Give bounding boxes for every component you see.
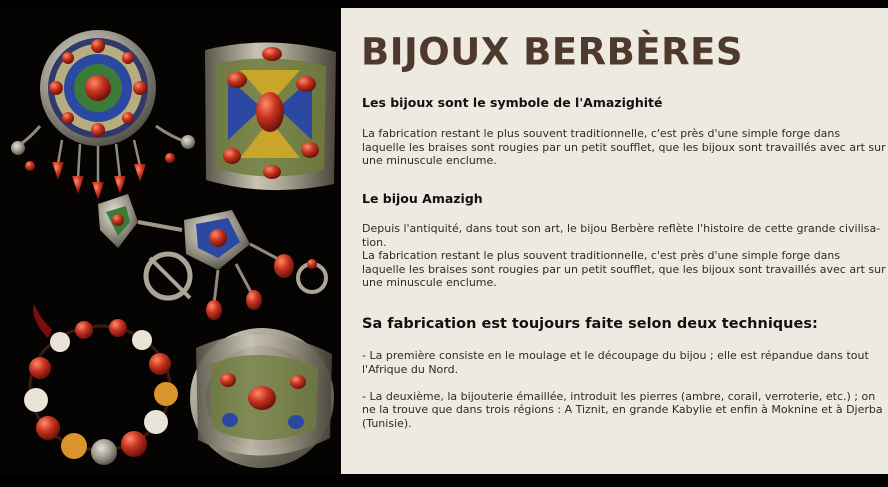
document-panel (341, 8, 888, 474)
text-line (362, 376, 888, 390)
text-line: - La première consiste en le moulage et le découpage du bijou ; elle est répandue dans tout (362, 349, 869, 362)
section-heading: Les bijoux sont le symbole de l'Amazighité (362, 95, 663, 110)
section-paragraph (362, 349, 888, 431)
text-line: tion. (362, 235, 387, 249)
round-pendant (11, 30, 195, 200)
page-title: BIJOUX BERBÈRES (361, 29, 743, 74)
text-line: laquelle les braises sont rougies par un petit soufflet, que les bijoux sont travaillés avec art sur (362, 140, 886, 154)
text-line: - La deuxième, la bijouterie émaillée, introduit les pierres (ambre, corail, verroterie, etc.) ; on (362, 389, 876, 403)
jewelry-photo-illustration (0, 8, 341, 474)
section-heading: Le bijou Amazigh (362, 191, 483, 206)
enamelled-cuff (205, 42, 336, 190)
jewelry-photo (0, 8, 341, 474)
text-line: ne la trouve que dans trois régions : A Tiznit, en grande Kabylie et enfin à Moknine et à Djerba (362, 403, 883, 417)
text-line: une minuscule enclume. (362, 154, 497, 168)
text-line: (Tunisie). (362, 416, 412, 430)
fibula-brooch (98, 194, 326, 320)
coral-necklace (24, 304, 178, 465)
text-line: l'Afrique du Nord. (362, 362, 459, 376)
text-line: une minuscule enclume. (362, 276, 497, 290)
section-paragraph (362, 127, 888, 168)
text-line: La fabrication restant le plus souvent traditionnelle, c'est près d'une simple forge dans (362, 249, 841, 263)
section-paragraph (362, 222, 888, 290)
text-line: La fabrication restant le plus souvent traditionnelle, c'est près d'une simple forge dans (362, 127, 841, 140)
text-line: laquelle les braises sont rougies par un petit soufflet, que les bijoux sont travaillés avec art sur (362, 262, 886, 276)
section-heading: Sa fabrication est toujours faite selon deux techniques: (362, 316, 818, 332)
silver-bangle (190, 328, 334, 468)
text-line: Depuis l'antiquité, dans tout son art, le bijou Berbère reflète l'histoire de cette grande civilisa- (362, 222, 881, 235)
